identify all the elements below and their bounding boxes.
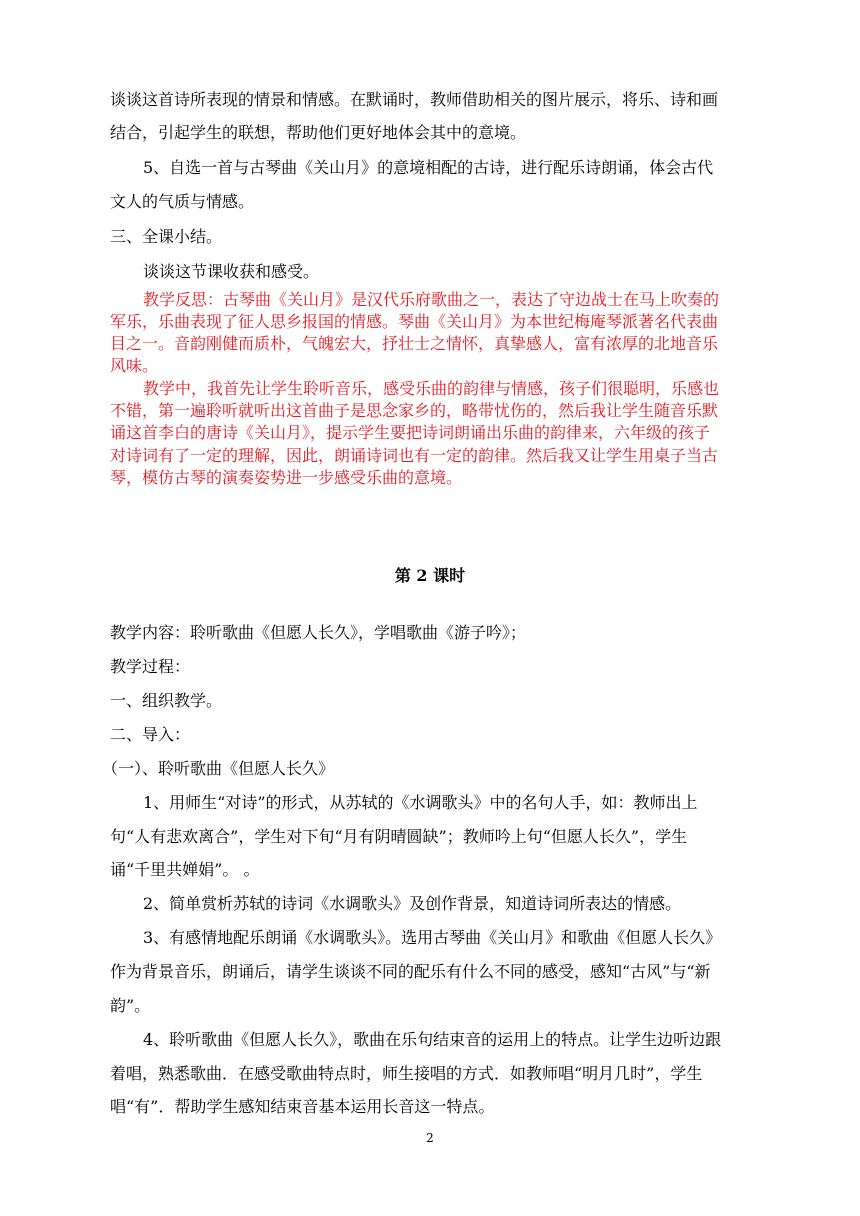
paragraph-line: 唱“有”．帮助学生感知结束音基本运用长音这一特点。 — [110, 1097, 495, 1116]
subsection-heading: （一）、聆听歌曲《但愿人长久》 — [102, 759, 335, 778]
paragraph-line: 谈谈这首诗所表现的情景和情感。在默诵时，教师借助相关的图片展示，将乐、诗和画 — [110, 90, 719, 109]
reflection-line: 目之一。音韵刚健而质朴，气魄宏大，抒壮士之情怀，真挚感人，富有浓厚的北地音乐 — [110, 334, 719, 353]
paragraph-line: 作为背景音乐，朗诵后，请学生谈谈不同的配乐有什么不同的感受，感知“古风”与“新 — [110, 962, 711, 981]
paragraph-line: 谈谈这节课收获和感受。 — [143, 262, 320, 281]
paragraph-line: 着唱，熟悉歌曲．在感受歌曲特点时，师生接唱的方式．如教师唱“明月几时”，学生 — [110, 1064, 703, 1083]
section-heading: 一、组织教学。 — [110, 691, 223, 710]
reflection-line: 琴，模仿古琴的演奏姿势进一步感受乐曲的意境。 — [110, 468, 463, 487]
reflection-line: 诵这首李白的唐诗《关山月》，提示学生要把诗词朗诵出乐曲的韵律来，六年级的孩子 — [110, 423, 711, 442]
page-number: 2 — [426, 1131, 434, 1145]
reflection-line: 风味。 — [110, 356, 159, 375]
paragraph-line: 1、用师生“对诗”的形式，从苏轼的《水调歌头》中的名句人手，如：教师出上 — [143, 793, 698, 812]
paragraph-line: 教学过程： — [110, 657, 191, 676]
paragraph-line: 教学内容：聆听歌曲《但愿人长久》，学唱歌曲《游子吟》； — [110, 623, 527, 642]
section-heading: 三、全课小结。 — [110, 227, 223, 246]
paragraph-line: 结合，引起学生的联想，帮助他们更好地体会其中的意境。 — [110, 123, 527, 142]
reflection-line: 军乐，乐曲表现了征人思乡报国的情感。琴曲《关山月》为本世纪梅庵琴派著名代表曲 — [110, 312, 719, 331]
paragraph-line: 4、聆听歌曲《但愿人长久》，歌曲在乐句结束音的运用上的特点。让学生边听边跟 — [143, 1030, 722, 1049]
paragraph-line: 诵“千里共婵娟”。 。 — [110, 860, 260, 879]
reflection-line: 不错，第一遍聆听就听出这首曲子是思念家乡的，略带忧伤的，然后我让学生随音乐默 — [110, 401, 719, 420]
paragraph-line: 句“人有悲欢离合”，学生对下旬“月有阴晴圆缺”；教师吟上句“但愿人长久”，学生 — [110, 827, 688, 846]
reflection-line: 对诗词有了一定的理解，因此，朗诵诗词也有一定的韵律。然后我又让学生用桌子当古 — [110, 446, 719, 465]
paragraph-line: 3、有感情地配乐朗诵《水调歌头》。选用古琴曲《关山月》和歌曲《但愿人长久》 — [143, 928, 722, 947]
section-heading: 二、导入： — [110, 725, 191, 744]
lesson-title: 第 2 课时 — [394, 566, 466, 585]
paragraph-line: 5、自选一首与古琴曲《关山月》的意境相配的古诗，进行配乐诗朗诵，体会古代 — [143, 158, 714, 177]
reflection-line: 教学中，我首先让学生聆听音乐，感受乐曲的韵律与情感，孩子们很聪明，乐感也 — [143, 379, 720, 398]
paragraph-line: 文人的气质与情感。 — [110, 192, 255, 211]
reflection-line: 教学反思：古琴曲《关山月》是汉代乐府歌曲之一，表达了守边战士在马上吹奏的 — [143, 290, 720, 309]
paragraph-line: 韵”。 — [110, 996, 151, 1015]
paragraph-line: 2、简单赏析苏轼的诗词《水调歌头》及创作背景，知道诗词所表达的情感。 — [143, 894, 682, 913]
